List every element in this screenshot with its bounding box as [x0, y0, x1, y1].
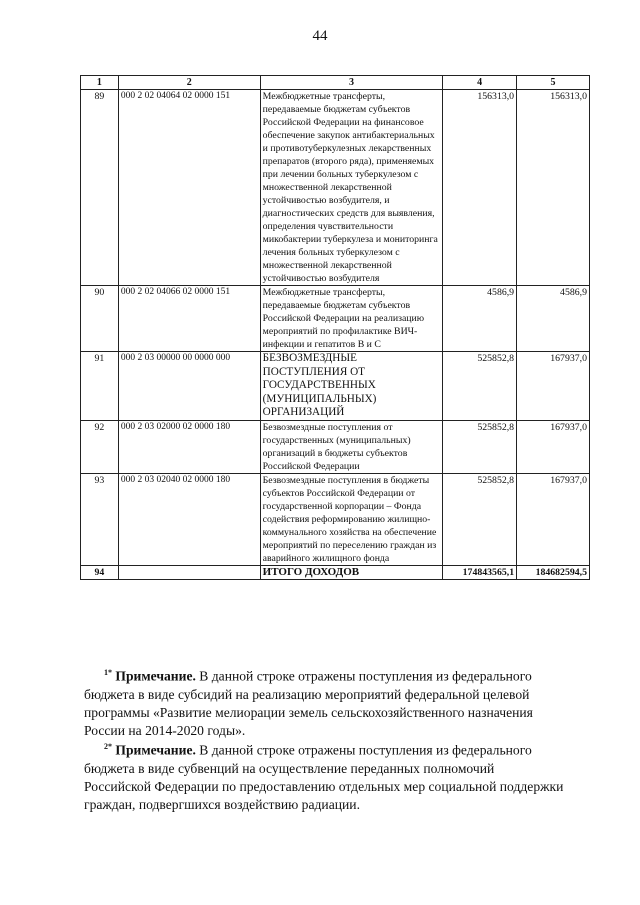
revenue-name: Безвозмездные поступления от государственных (муниципальных) организаций в бюджеты субъектов Российской Федерации [260, 420, 443, 473]
amount-col4: 525852,8 [443, 352, 517, 421]
row-number: 90 [81, 286, 119, 352]
amount-col4: 525852,8 [443, 420, 517, 473]
table-header-row [81, 76, 590, 90]
amount-col5: 167937,0 [517, 420, 590, 473]
total-label: ИТОГО ДОХОДОВ [260, 565, 443, 579]
footnote-mark: 1* [104, 668, 112, 677]
column-header-3: 3 [260, 76, 443, 90]
footnote-label: Примечание. [115, 742, 196, 758]
total-col5: 184682594,5 [517, 565, 590, 579]
revenue-name: БЕЗВОЗМЕЗДНЫЕ ПОСТУПЛЕНИЯ ОТ ГОСУДАРСТВЕННЫХ (МУНИЦИПАЛЬНЫХ) ОРГАНИЗАЦИЙ [260, 352, 443, 421]
footnote-1 [84, 664, 564, 740]
budget-code: 000 2 02 04064 02 0000 151 [118, 90, 260, 286]
column-header-5: 5 [517, 76, 590, 90]
budget-code: 000 2 03 00000 00 0000 000 [118, 352, 260, 421]
table-row [81, 90, 590, 286]
table-row [81, 473, 590, 565]
row-number: 89 [81, 90, 119, 286]
footnote-text: В данной строке отражены поступления из федерального бюджета в виде субвенций на осуществление переданных полномочий Российской Федерации по предоставлению отдельных мер социальной поддержки граждан, подвергшихся воздействию радиации. [84, 742, 564, 812]
revenue-name: Межбюджетные трансферты, передаваемые бюджетам субъектов Российской Федерации на финансовое обеспечение закупок антибактериальных и противотуберкулезных лекарственных препаратов (второго ряда), применяемых при лечении больных туберкулезом с множественной лекарственной устойчивостью возбудителя, и диагностических средств для выявления, определения чувствительности микобактерии туберкулеза и мониторинга лечения больных туберкулезом с множественной лекарственной устойчивостью возбудителя [260, 90, 443, 286]
amount-col5: 167937,0 [517, 473, 590, 565]
column-header-4: 4 [443, 76, 517, 90]
revenue-name: Межбюджетные трансферты, передаваемые бюджетам субъектов Российской Федерации на реализацию мероприятий по профилактике ВИЧ-инфекции и гепатитов В и С [260, 286, 443, 352]
row-number: 91 [81, 352, 119, 421]
table-row [81, 420, 590, 473]
row-number: 94 [81, 565, 119, 579]
page-number: 44 [312, 28, 328, 44]
amount-col4: 525852,8 [443, 473, 517, 565]
budget-code: 000 2 02 04066 02 0000 151 [118, 286, 260, 352]
amount-col5: 4586,9 [517, 286, 590, 352]
budget-code: 000 2 03 02040 02 0000 180 [118, 473, 260, 565]
column-header-2: 2 [118, 76, 260, 90]
footnote-mark: 2* [104, 742, 112, 751]
amount-col5: 156313,0 [517, 90, 590, 286]
total-row [81, 565, 590, 579]
budget-code [118, 565, 260, 579]
row-number: 92 [81, 420, 119, 473]
revenue-table [80, 75, 590, 580]
footnote-label: Примечание. [115, 668, 196, 684]
amount-col5: 167937,0 [517, 352, 590, 421]
column-header-1: 1 [81, 76, 119, 90]
footnote-text: В данной строке отражены поступления из федерального бюджета в виде субсидий на реализацию мероприятий федеральной целевой программы «Развитие мелиорации земель сельскохозяйственного назначения России на 2014-2020 годы». [84, 668, 533, 738]
amount-col4: 4586,9 [443, 286, 517, 352]
total-col4: 174843565,1 [443, 565, 517, 579]
amount-col4: 156313,0 [443, 90, 517, 286]
table-row [81, 352, 590, 421]
budget-code: 000 2 03 02000 02 0000 180 [118, 420, 260, 473]
row-number: 93 [81, 473, 119, 565]
revenue-name: Безвозмездные поступления в бюджеты субъектов Российской Федерации от государственной корпорации – Фонда содействия реформированию жилищно-коммунального хозяйства на обеспечение мероприятий по переселению граждан из аварийного жилищного фонда [260, 473, 443, 565]
table-row [81, 286, 590, 352]
footnote-2 [84, 738, 564, 814]
